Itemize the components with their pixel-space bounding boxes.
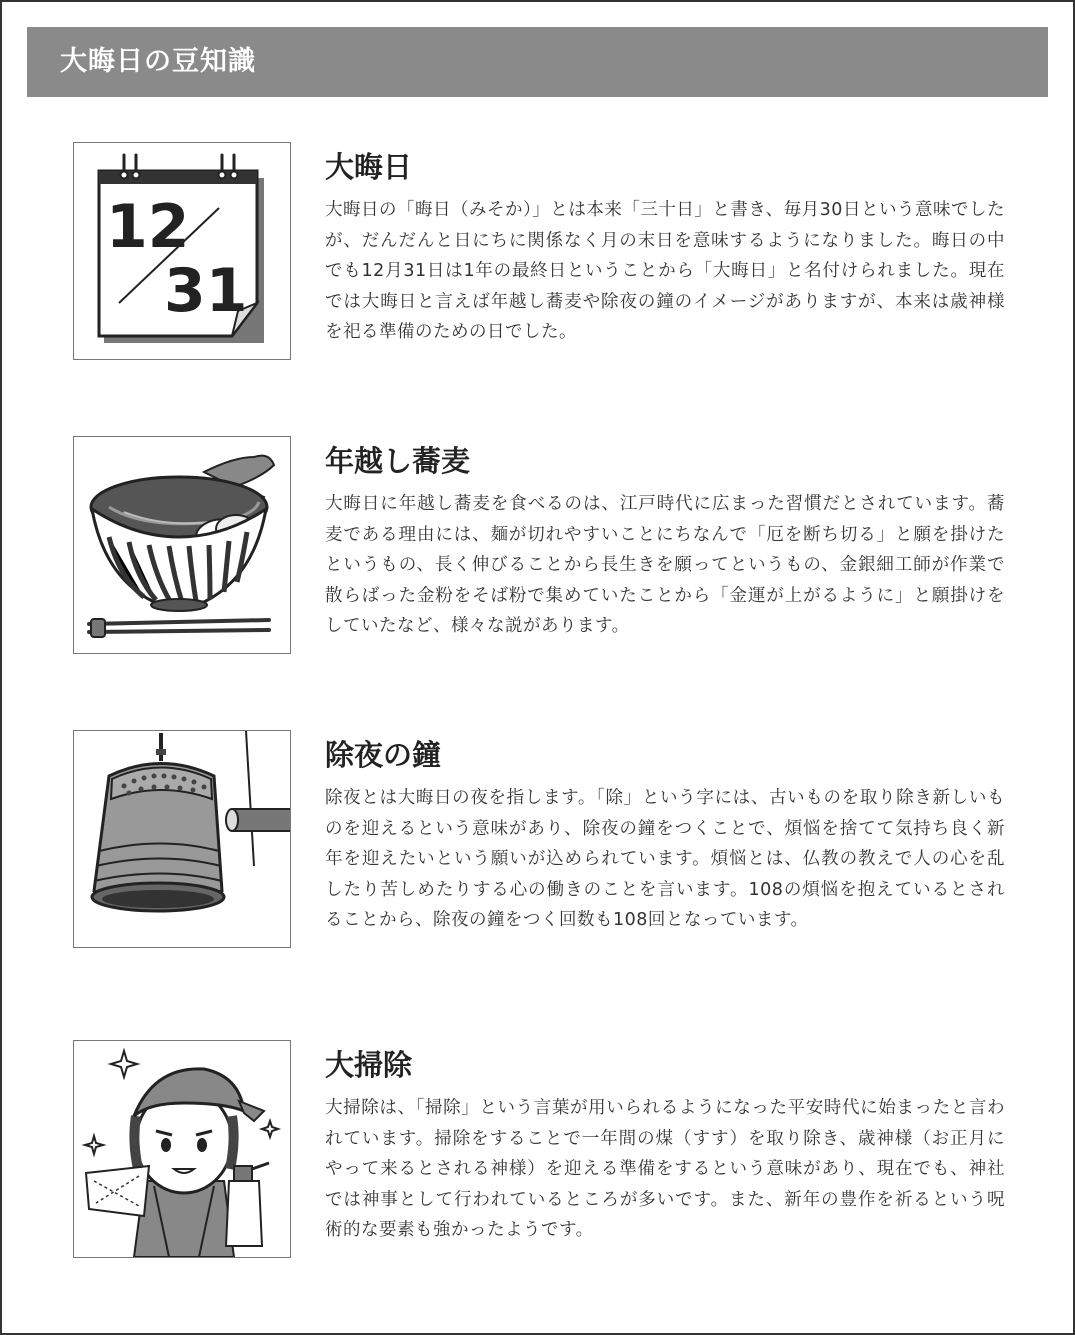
section-body: 除夜とは大晦日の夜を指します。「除」という字には、古いものを取り除き新しいものを迎えるという意味があり、除夜の鐘をつくことで、煩悩を捨てて気持ち良く新年を迎えたいという願いが込められています。煩悩とは、仏教の教えで人の心を乱したり苦しめたりする心の働きのことを言います。108の煩悩を抱えているとされることから、除夜の鐘をつく回数も108回となっています。 bbox=[325, 788, 1005, 930]
section-body: 大掃除は、「掃除」という言葉が用いられるようになった平安時代に始まったと言われています。掃除をすることで一年間の煤（すす）を取り除き、歳神様（お正月にやって来るとされる神様）を迎える準備をするという意味があり、現在でも、神社では神事として行われているところが多いです。また、新年の豊作を祈るという呪術的な要素も強かったようです。 bbox=[325, 1098, 1005, 1240]
section-title: 除夜の鐘 bbox=[325, 738, 442, 772]
section-text bbox=[325, 147, 1005, 348]
section-text bbox=[325, 441, 1005, 642]
calendar-month: 12 bbox=[106, 192, 190, 262]
soba-bowl-icon bbox=[74, 437, 290, 653]
section-omisoka bbox=[73, 142, 1013, 372]
page-title: 大晦日の豆知識 bbox=[60, 46, 256, 77]
section-body: 大晦日に年越し蕎麦を食べるのは、江戸時代に広まった習慣だとされています。蕎麦である理由には、麺が切れやすいことにちなんで「厄を断ち切る」と願を掛けたというもの、長く伸びることから長生きを願ってというもの、金銀細工師が作業で散らばった金粉をそば粉で集めていたことから「金運が上がるように」と願掛けをしていたなど、様々な説があります。 bbox=[325, 494, 1005, 636]
section-osouji bbox=[73, 1040, 1013, 1270]
section-title: 年越し蕎麦 bbox=[325, 444, 471, 478]
header-bar bbox=[27, 27, 1048, 97]
section-joya-no-kane bbox=[73, 730, 1013, 960]
section-title: 大晦日 bbox=[325, 150, 413, 184]
section-text bbox=[325, 735, 1005, 936]
section-toshikoshi-soba bbox=[73, 436, 1013, 666]
bell-illustration bbox=[73, 730, 291, 948]
section-title: 大掃除 bbox=[325, 1048, 413, 1082]
temple-bell-icon bbox=[74, 731, 290, 947]
calendar-icon bbox=[74, 143, 290, 359]
section-text bbox=[325, 1045, 1005, 1246]
calendar-illustration bbox=[73, 142, 291, 360]
calendar-day: 31 bbox=[164, 256, 248, 326]
section-body: 大晦日の「晦日（みそか）」とは本来「三十日」と書き、毎月30日という意味でしたが、だんだんと日にちに関係なく月の末日を意味するようになりました。晦日の中でも12月31日は1年の最終日ということから「大晦日」と名付けられました。現在では大晦日と言えば年越し蕎麦や除夜の鐘のイメージがありますが、本来は歳神様を祀る準備のための日でした。 bbox=[325, 200, 1005, 342]
soba-illustration bbox=[73, 436, 291, 654]
cleaning-person-icon bbox=[74, 1041, 290, 1257]
cleaning-illustration bbox=[73, 1040, 291, 1258]
